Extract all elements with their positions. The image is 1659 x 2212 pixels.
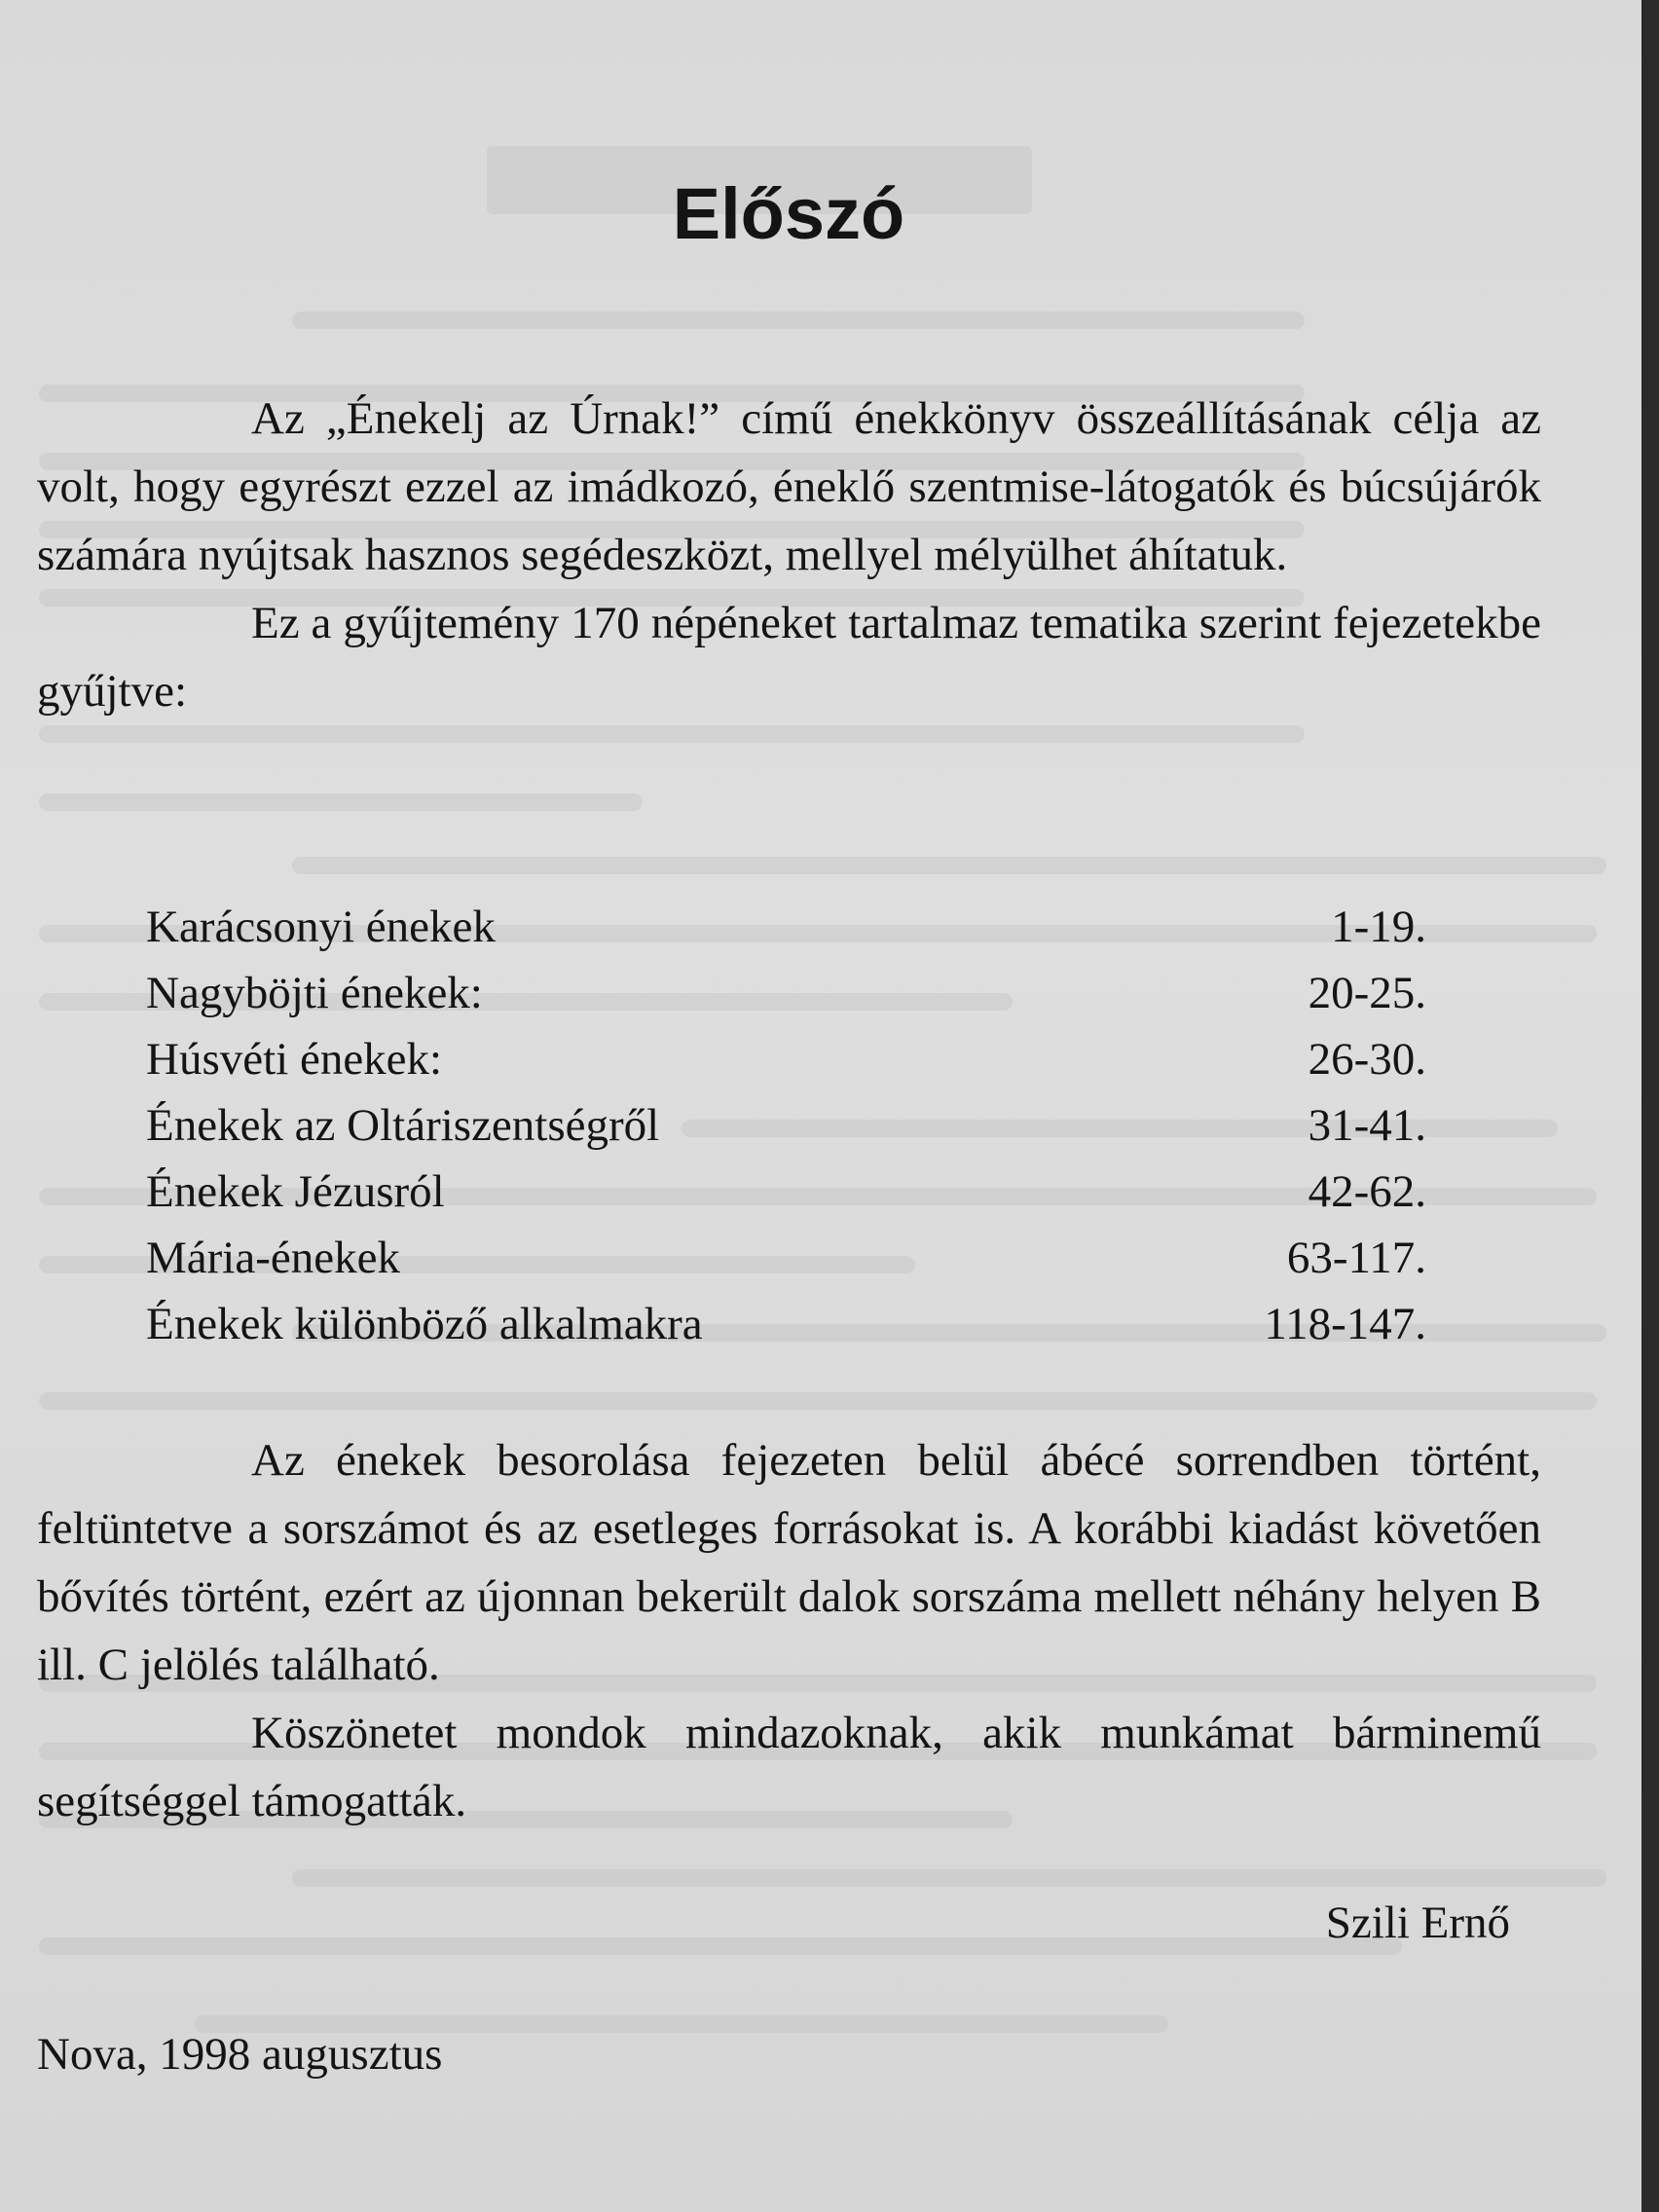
chapter-item — [146, 1159, 1426, 1225]
chapter-item — [146, 1092, 1426, 1159]
chapter-range: 26-30. — [1308, 1034, 1426, 1085]
chapter-name: Énekek különböző alkalmakra — [146, 1299, 703, 1349]
closing-paragraph: Az énekek besorolása fejezeten belül ábécé sorrendben történt, feltüntetve a sorszámot és az esetleges forrásokat is. A korábbi kiadást követően bővítés történt, ezért az újonnan bekerült dalok sorszáma mellett néhány helyen B ill. C jelölés található. — [37, 1435, 1541, 1690]
intro-paragraph: Az „Énekelj az Úrnak!” című énekkönyv összeállításának célja az volt, hogy egyrészt ezzel az imádkozó, éneklő szentmise-látogatók és búcsújárók számára nyújtsak hasznos segédeszközt, mellyel mélyülhet áhítatuk. — [37, 393, 1541, 580]
page-title: Előszó — [672, 173, 905, 254]
chapter-item — [146, 894, 1426, 960]
chapter-name: Énekek az Oltáriszentségről — [146, 1100, 660, 1151]
chapter-name: Énekek Jézusról — [146, 1166, 445, 1217]
author-signature: Szili Ernő — [1325, 1898, 1510, 1948]
chapter-name: Karácsonyi énekek — [146, 902, 496, 952]
chapter-item — [146, 1026, 1426, 1092]
chapter-range: 63-117. — [1286, 1233, 1426, 1283]
intro-section — [37, 385, 1541, 725]
chapter-range: 20-25. — [1308, 968, 1426, 1018]
chapter-item — [146, 1225, 1426, 1291]
chapter-list — [146, 894, 1426, 1357]
chapter-range: 42-62. — [1308, 1166, 1426, 1217]
chapter-range: 31-41. — [1308, 1100, 1426, 1151]
chapter-item — [146, 960, 1426, 1026]
chapter-item — [146, 1291, 1426, 1357]
page-edge-shadow — [1641, 0, 1659, 2212]
chapter-name: Nagyböjti énekek: — [146, 968, 483, 1018]
closing-paragraph: Köszönetet mondok mindazoknak, akik munkámat bárminemű segítséggel támogatták. — [37, 1708, 1541, 1826]
place-date: Nova, 1998 augusztus — [37, 2029, 443, 2080]
chapter-name: Mária-énekek — [146, 1233, 400, 1283]
closing-section — [37, 1426, 1541, 1835]
chapter-range: 1-19. — [1331, 902, 1426, 952]
chapter-range: 118-147. — [1264, 1299, 1426, 1349]
chapter-name: Húsvéti énekek: — [146, 1034, 443, 1085]
intro-paragraph: Ez a gyűjtemény 170 népéneket tartalmaz tematika szerint fejezetekbe gyűjtve: — [37, 598, 1541, 717]
